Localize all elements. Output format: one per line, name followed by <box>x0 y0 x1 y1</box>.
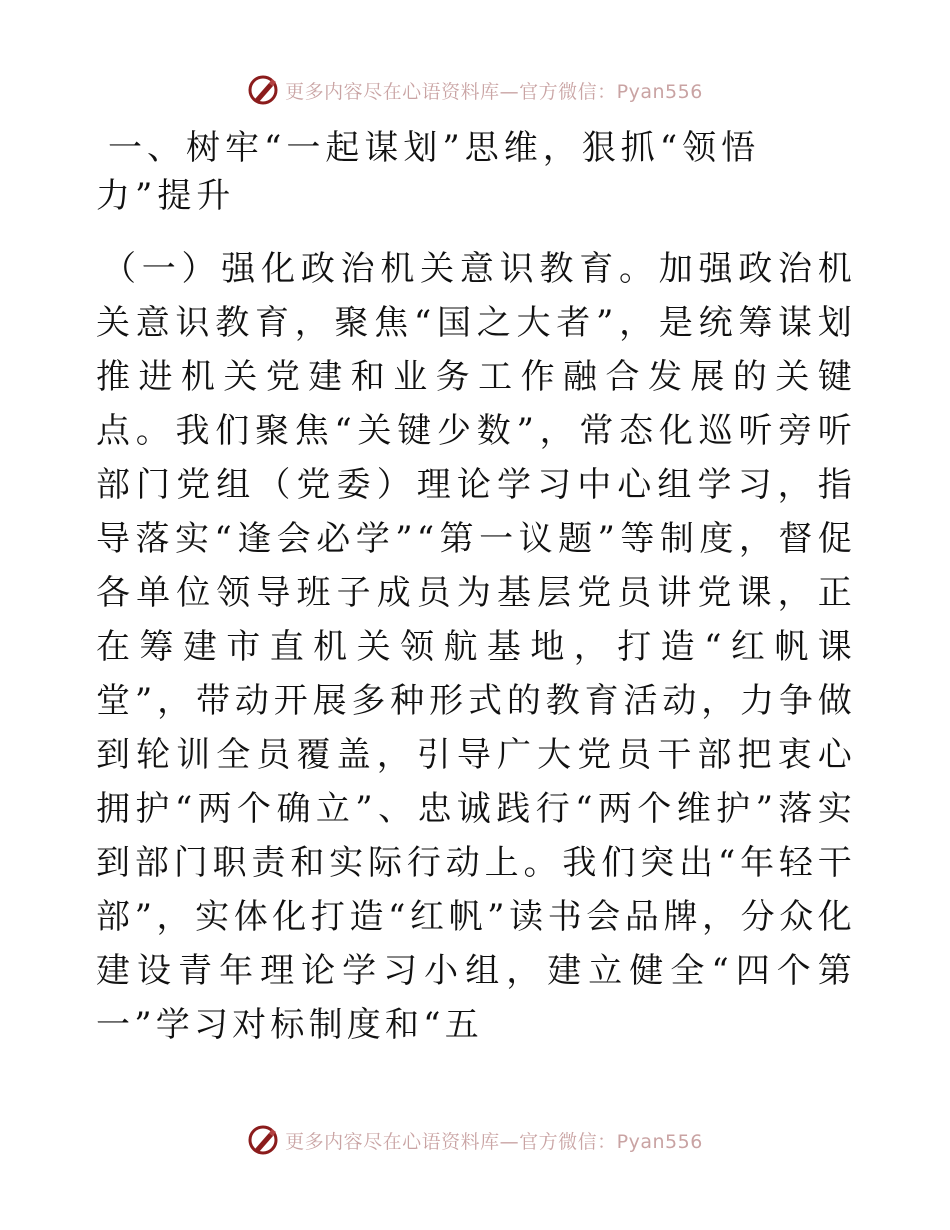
body-paragraph: （一）强化政治机关意识教育。加强政治机关意识教育，聚焦“国之大者”，是统筹谋划推进机关党建和业务工作融合发展的关键点。我们聚焦“关键少数”，常态化巡听旁听部门党组（党委）理论学习中心组学习，指导落实“逢会必学”“第一议题”等制度，督促各单位领导班子成员为基层党员讲党课，正在筹建市直机关领航基地，打造“红帆课堂”，带动开展多种形式的教育活动，力争做到轮训全员覆盖，引导广大党员干部把衷心拥护“两个确立”、忠诚践行“两个维护”落实到部门职责和实际行动上。我们突出“年轻干部”，实体化打造“红帆”读书会品牌，分众化建设青年理论学习小组，建立健全“四个第一”学习对标制度和“五 <box>96 249 856 1045</box>
document-body <box>96 120 856 1052</box>
pen-circle-logo-icon <box>247 74 279 106</box>
header-watermark <box>0 72 950 108</box>
pen-circle-logo-icon <box>247 1124 279 1156</box>
watermark-text: 更多内容尽在心语资料库—官方微信：Pyan556 <box>285 1130 703 1153</box>
watermark-text: 更多内容尽在心语资料库—官方微信：Pyan556 <box>285 80 703 103</box>
footer-watermark <box>0 1122 950 1158</box>
section-heading: 一、树牢“一起谋划”思维，狠抓“领悟力”提升 <box>96 128 761 216</box>
